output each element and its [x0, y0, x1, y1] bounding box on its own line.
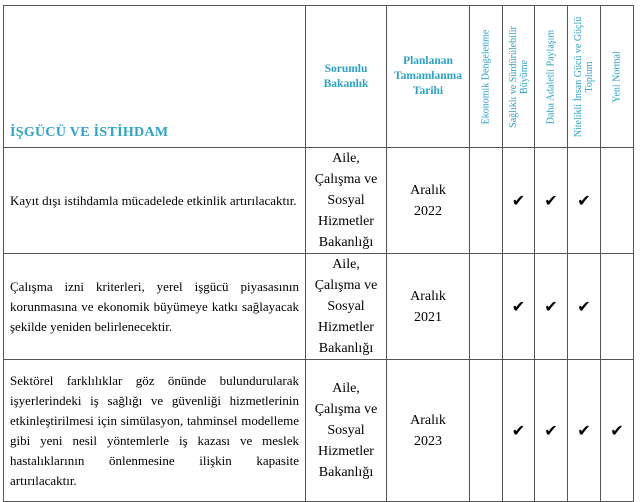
check-cell	[535, 148, 568, 254]
header-row	[4, 6, 634, 148]
goal-header-qualified-workforce: Nitelikli İnsan Gücü ve Güçlü Toplum	[568, 6, 601, 148]
check-cell	[470, 148, 503, 254]
goal-header-economic-stabilization: Ekonomik Dengelenme	[470, 6, 503, 148]
goal-header-fair-distribution: Daha Adaletli Paylaşım	[535, 6, 568, 148]
check-icon: ✔	[577, 191, 591, 210]
date-column-header: Planlanan Tamamlanma Tarihi	[387, 6, 470, 148]
check-cell	[601, 148, 634, 254]
row-date: Aralık 2022	[387, 148, 470, 254]
row-description: Kayıt dışı istihdamla mücadelede etkinlik artırılacaktır.	[4, 148, 306, 254]
check-cell	[470, 254, 503, 360]
check-cell	[470, 360, 503, 502]
row-description: Sektörel farklılıklar göz önünde bulundurularak işyerlerindeki iş sağlığı ve güvenliği hizmetlerinin etkinleştirilmesi için simülasyon, tahminsel modelleme gibi yeni nesil yöntemlerle iş kazası ve meslek hastalıklarının önlenmesine ilişkin kapasite artırılacaktır.	[4, 360, 306, 502]
table-row	[4, 360, 634, 502]
check-icon: ✔	[577, 297, 591, 316]
check-icon: ✔	[511, 297, 526, 316]
goal-header-new-normal: Yeni Normal	[601, 6, 634, 148]
check-icon: ✔	[511, 191, 526, 210]
check-cell	[601, 254, 634, 360]
check-cell	[535, 254, 568, 360]
check-cell	[568, 360, 601, 502]
check-icon: ✔	[544, 297, 558, 316]
check-cell	[568, 148, 601, 254]
row-description: Çalışma izni kriterleri, yerel işgücü piyasasının korunmasına ve ekonomik büyümeye katkı sağlayacak şekilde yeniden belirlenecektir.	[4, 254, 306, 360]
goal-header-sustainable-growth: Sağlıklı ve Sürdürülebilir Büyüme	[503, 6, 535, 148]
check-cell	[503, 360, 535, 502]
row-ministry: Aile, Çalışma ve Sosyal Hizmetler Bakanlığı	[306, 148, 387, 254]
check-cell	[503, 148, 535, 254]
check-cell	[601, 360, 634, 502]
row-date: Aralık 2021	[387, 254, 470, 360]
check-cell	[503, 254, 535, 360]
check-icon: ✔	[544, 421, 558, 440]
row-date: Aralık 2023	[387, 360, 470, 502]
row-ministry: Aile, Çalışma ve Sosyal Hizmetler Bakanlığı	[306, 360, 387, 502]
table-row	[4, 254, 634, 360]
row-ministry: Aile, Çalışma ve Sosyal Hizmetler Bakanlığı	[306, 254, 387, 360]
check-icon: ✔	[511, 421, 526, 440]
section-title: İŞGÜCÜ VE İSTİHDAM	[4, 6, 306, 148]
check-icon: ✔	[577, 421, 591, 440]
ministry-column-header: Sorumlu Bakanlık	[306, 6, 387, 148]
action-plan-table	[3, 5, 634, 502]
check-icon: ✔	[544, 191, 558, 210]
check-cell	[568, 254, 601, 360]
check-cell	[535, 360, 568, 502]
table-row	[4, 148, 634, 254]
check-icon: ✔	[610, 421, 624, 440]
